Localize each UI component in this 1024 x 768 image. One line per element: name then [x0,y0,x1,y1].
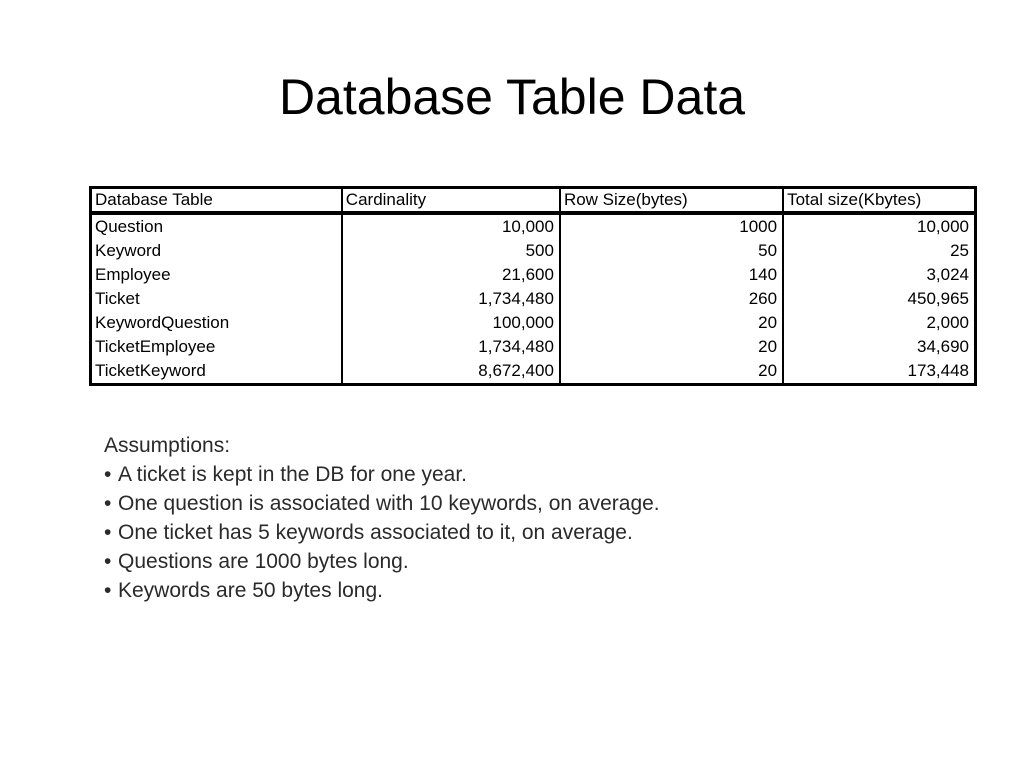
cell-total-size: 25 [783,239,975,263]
slide-title: Database Table Data [278,69,746,125]
database-table [89,186,977,386]
table-row [91,311,976,335]
list-item [104,547,660,576]
cell-cardinality: 21,600 [342,263,560,287]
cell-table-name: Keyword [95,241,162,260]
list-item [104,489,660,518]
header-database-table: Database Table [91,188,342,214]
assumptions-heading: Assumptions: [104,434,231,457]
cell-table-name: TicketEmployee [95,337,216,356]
cell-table-name: Employee [95,265,171,284]
table-row [91,359,976,385]
cell-cardinality: 1,734,480 [342,335,560,359]
cell-table-name: Ticket [95,289,140,308]
assumptions-list [104,460,660,605]
cell-table-name: Question [95,217,164,236]
assumption-text: Questions are 1000 bytes long. [118,550,409,573]
bullet-icon: • [104,492,112,515]
cell-row-size: 1000 [560,213,783,239]
cell-row-size: 20 [560,359,783,385]
table-row [91,287,976,311]
cell-row-size: 20 [560,335,783,359]
cell-total-size: 173,448 [783,359,975,385]
cell-table-name: TicketKeyword [95,361,206,380]
list-item [104,518,660,547]
cell-cardinality: 1,734,480 [342,287,560,311]
cell-cardinality: 100,000 [342,311,560,335]
cell-row-size: 140 [560,263,783,287]
table-row [91,335,976,359]
bullet-icon: • [104,521,112,544]
assumptions-block [104,432,660,605]
cell-total-size: 450,965 [783,287,975,311]
cell-row-size: 260 [560,287,783,311]
assumption-text: Keywords are 50 bytes long. [118,579,383,602]
cell-total-size: 2,000 [783,311,975,335]
list-item [104,576,660,605]
header-total-size: Total size(Kbytes) [783,188,975,214]
table-header-row [91,188,976,214]
cell-row-size: 50 [560,239,783,263]
cell-cardinality: 10,000 [342,213,560,239]
table-row [91,239,976,263]
cell-total-size: 10,000 [783,213,975,239]
bullet-icon: • [104,550,112,573]
cell-total-size: 34,690 [783,335,975,359]
cell-total-size: 3,024 [783,263,975,287]
cell-row-size: 20 [560,311,783,335]
bullet-icon: • [104,579,112,602]
assumption-text: One question is associated with 10 keywords, on average. [118,492,660,515]
table-row [91,213,976,239]
assumption-text: One ticket has 5 keywords associated to it, on average. [118,521,633,544]
assumption-text: A ticket is kept in the DB for one year. [118,463,468,486]
header-row-size: Row Size(bytes) [560,188,783,214]
bullet-icon: • [104,463,112,486]
table-row [91,263,976,287]
header-cardinality: Cardinality [342,188,560,214]
cell-cardinality: 500 [342,239,560,263]
list-item [104,460,660,489]
cell-cardinality: 8,672,400 [342,359,560,385]
cell-table-name: KeywordQuestion [95,313,230,332]
